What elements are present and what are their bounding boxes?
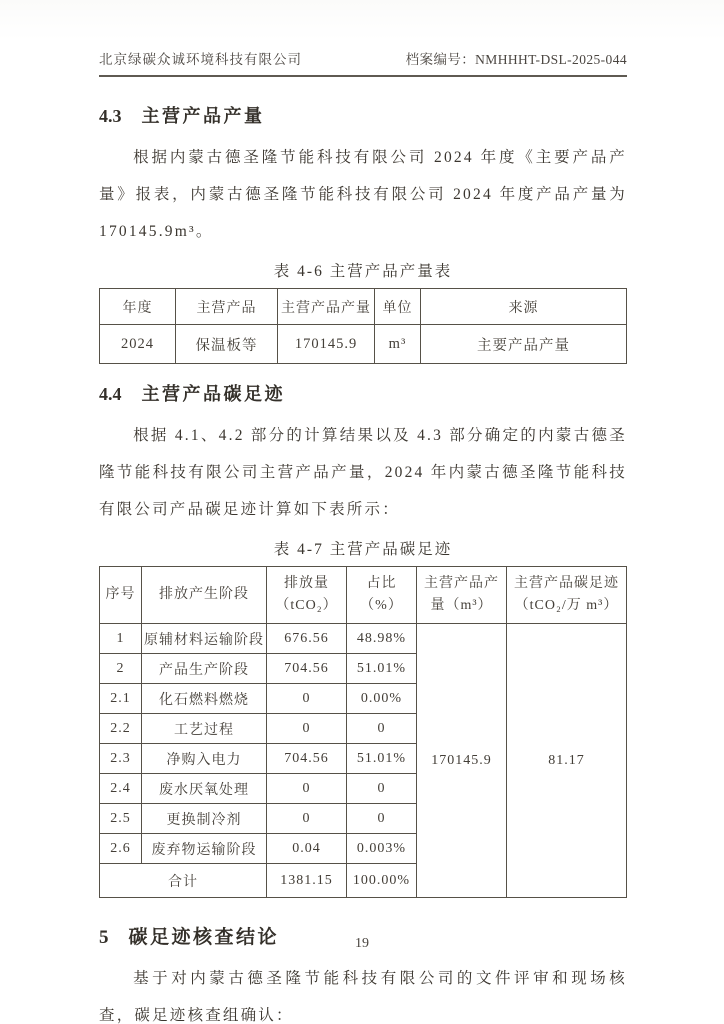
col-source: 来源 <box>421 289 627 325</box>
section-number: 5 <box>99 927 109 948</box>
cell-unit: m³ <box>375 325 421 364</box>
table-row: 2.1 化石燃料燃烧 0 0.00% <box>100 684 627 714</box>
section-heading-4-3 <box>99 102 627 128</box>
cell-source: 主要产品产量 <box>421 325 627 364</box>
table-row <box>100 325 627 364</box>
cell-total-share: 100.00% <box>347 864 417 898</box>
col-product-output: 主营产品产量 <box>278 289 375 325</box>
header-archive-number <box>406 48 627 68</box>
section-title: 主营产品产量 <box>141 106 265 126</box>
table-row: 2.5 更换制冷剂 0 0 <box>100 804 627 834</box>
col-unit: 单位 <box>375 289 421 325</box>
section-number: 4.3 <box>99 106 122 126</box>
section-heading-4-4 <box>99 380 627 406</box>
page-content <box>99 0 627 1024</box>
section-4-3-paragraph: 根据内蒙古德圣隆节能科技有限公司 2024 年度《主要产品产量》报表，内蒙古德圣隆节能科技有限公司 2024 年度产品产量为 170145.9m³。 <box>99 149 627 240</box>
section-5-paragraph: 基于对内蒙古德圣隆节能科技有限公司的文件评审和现场核查，碳足迹核查组确认： <box>99 970 627 1024</box>
cell-main-product: 保温板等 <box>176 325 278 364</box>
cell-production-merged: 170145.9 <box>417 624 507 898</box>
section-title: 主营产品碳足迹 <box>141 384 285 404</box>
col-main-product: 主营产品 <box>176 289 278 325</box>
cell-total-emission: 1381.15 <box>267 864 347 898</box>
page-number: 19 <box>355 936 369 951</box>
table-row: 2.6 废弃物运输阶段 0.04 0.003% <box>100 834 627 864</box>
col-emission: 排放量 （tCO₂） <box>267 567 347 624</box>
col-share: 占比（%） <box>347 567 417 624</box>
table-row: 1 原辅材料运输阶段 676.56 48.98% 170145.9 81.17 <box>100 624 627 654</box>
col-year: 年度 <box>100 289 176 325</box>
table-row: 2.4 废水厌氧处理 0 0 <box>100 774 627 804</box>
section-4-4-paragraph: 根据 4.1、4.2 部分的计算结果以及 4.3 部分确定的内蒙古德圣隆节能科技有限公司主营产品产量，2024 年内蒙古德圣隆节能科技有限公司产品碳足迹计算如下表所示： <box>99 427 627 518</box>
table-header-row <box>100 289 627 325</box>
section-number: 4.4 <box>99 384 122 404</box>
archive-label: 档案编号： <box>405 52 476 67</box>
table-row: 2.2 工艺过程 0 0 <box>100 714 627 744</box>
production-table <box>99 288 627 364</box>
table-row: 2 产品生产阶段 704.56 51.01% <box>100 654 627 684</box>
cell-total-label: 合计 <box>100 864 267 898</box>
table-4-6-caption: 表 4-6 主营产品产量表 <box>273 263 453 280</box>
page-header <box>99 48 627 77</box>
table-4-7-caption: 表 4-7 主营产品碳足迹 <box>273 541 453 558</box>
cell-product-output: 170145.9 <box>278 325 375 364</box>
cell-footprint-merged: 81.17 <box>507 624 627 898</box>
header-company-name: 北京绿碳众诚环境科技有限公司 <box>99 52 302 67</box>
col-stage: 排放产生阶段 <box>142 567 267 624</box>
table-header-row <box>100 567 627 624</box>
col-production: 主营产品产 量（m³） <box>417 567 507 624</box>
col-footprint: 主营产品碳足迹 （tCO₂/万 m³） <box>507 567 627 624</box>
col-no: 序号 <box>100 567 142 624</box>
cell-year: 2024 <box>100 325 176 364</box>
archive-value: NMHHHT-DSL-2025-044 <box>475 52 627 67</box>
table-row: 2.3 净购入电力 704.56 51.01% <box>100 744 627 774</box>
footprint-table <box>99 566 627 898</box>
section-title: 碳足迹核查结论 <box>128 927 280 948</box>
